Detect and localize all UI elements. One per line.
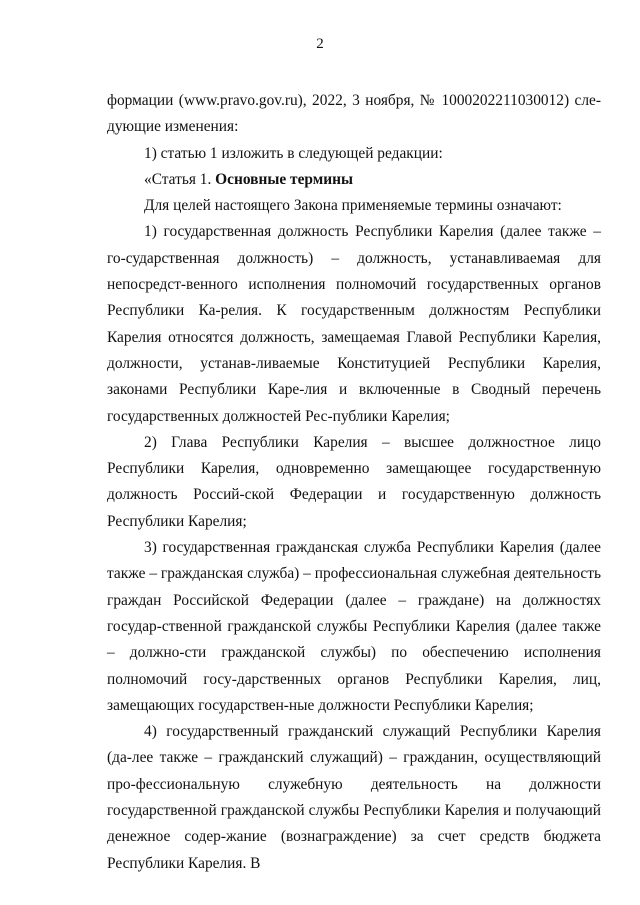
article-heading [107,167,601,193]
paragraph-terms-intro: Для целей настоящего Закона применяемые термины означают: [144,197,562,215]
paragraph-term-4: 4) государственный гражданский служащий Республики Карелия (да-лее также – гражданский служащий) – гражданин, осуществляющий про-фессиональную служебную деятельность на должности государственной гражданской службы Республики Карелия и получающий денежное содер-жание (вознаграждение) за счет средств бюджета Республики Карелия. В [107,723,601,872]
page-number: 2 [316,36,324,52]
document-body [107,88,601,877]
paragraph-term-1: 1) государственная должность Республики Карелия (далее также – го-сударственная должность) – должность, устанавливаемая для непосредст-венного исполнения полномочий государственных органов Республики Ка-релия. К государственным должностям Республики Карелия относятся должность, замещаемая Главой Республики Карелия, должности, устанав-ливаемые Конституцией Республики Карелия, законами Республики Каре-лия и включенные в Сводный перечень государственных должностей Рес-публики Карелия; [107,223,601,425]
paragraph-amendment-item-1: 1) статью 1 изложить в следующей редакции: [144,144,443,162]
paragraph-intro-continuation: формации (www.pravo.gov.ru), 2022, 3 ноября, № 1000202211030012) сле-дующие изменения: [107,92,601,136]
article-heading-prefix: «Статья 1. [144,170,216,188]
paragraph-term-2: 2) Глава Республики Карелия – высшее должностное лицо Республики Карелия, одновременно замещающее государственную должность Россий-ской Федерации и государственную должность Республики Карелия; [107,433,601,530]
paragraph-term-3: 3) государственная гражданская служба Республики Карелия (далее также – гражданская служба) – профессиональная служебная деятельность граждан Российской Федерации (далее – граждане) на должностях государ-ственной гражданской службы Республики Карелия (далее также – должно-сти гражданской службы) по обеспечению исполнения полномочий госу-дарственных органов Республики Карелия, лиц, замещающих государствен-ные должности Республики Карелия; [107,539,601,714]
article-heading-title: Основные термины [215,170,353,188]
